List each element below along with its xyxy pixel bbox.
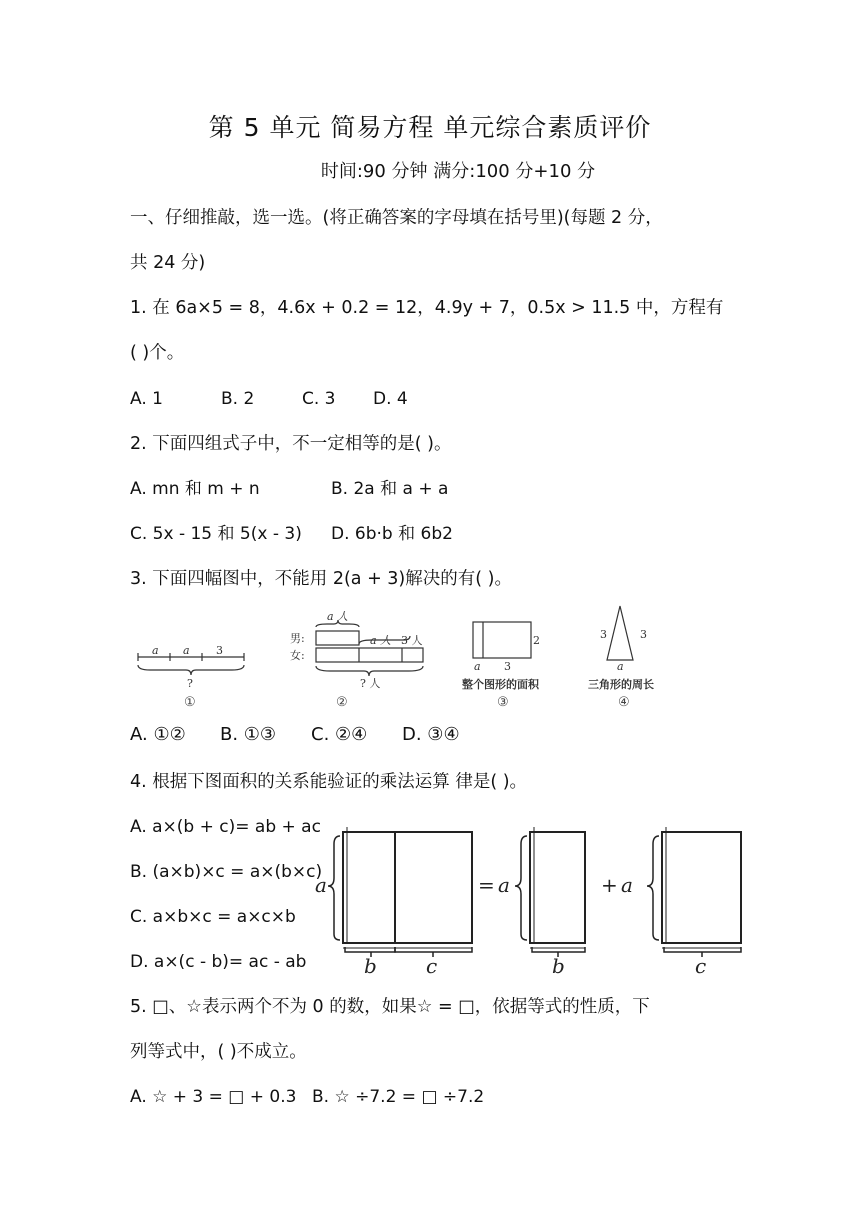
q3-figure-4 [607, 606, 633, 660]
q3-option-a[interactable]: A. ①② [130, 724, 186, 745]
q3-fig2-3-people: 3 人 [401, 634, 423, 647]
q3-figure-3 [473, 622, 531, 658]
q4-fig-label-a-mid: a [498, 873, 510, 897]
q4-fig-label-a-left: a [315, 873, 327, 897]
section1-heading-line1: 一、仔细推敲，选一选。(将正确答案的字母填在括号里)(每题 2 分， [130, 208, 663, 228]
q3-fig4-label-base: a [617, 660, 624, 673]
q2-option-d[interactable]: D. 6b·b 和 6b2 [331, 524, 453, 544]
q4-option-b[interactable]: B. (a×b)×c = a×(b×c) [130, 862, 323, 882]
q1-option-a[interactable]: A. 1 [130, 389, 163, 409]
q3-fig2-number: ② [336, 695, 348, 710]
q3-fig1-label-q: ? [187, 677, 193, 690]
q2-option-a[interactable]: A. mn 和 m + n [130, 479, 260, 499]
q3-fig3-label-2: 2 [533, 634, 540, 647]
q1-option-c[interactable]: C. 3 [302, 389, 336, 409]
q4-fig-label-a-right: a [621, 873, 633, 897]
q5-stem-line2: 列等式中，( )不成立。 [130, 1042, 307, 1062]
q3-fig2-a-people-top: a 人 [327, 610, 349, 623]
q4-fig-label-b-left: b [364, 954, 377, 978]
q5-stem-line1: 5. □、☆表示两个不为 0 的数，如果☆ = □，依据等式的性质，下 [130, 997, 650, 1017]
q3-fig3-caption: 整个图形的面积 [462, 678, 539, 691]
q2-stem: 2. 下面四组式子中，不一定相等的是( )。 [130, 434, 452, 454]
q3-fig2-girl: 女: [290, 649, 305, 662]
q3-option-c[interactable]: C. ②④ [311, 724, 368, 745]
q4-fig-label-c-left: c [426, 954, 438, 978]
q5-option-a[interactable]: A. ☆ + 3 = □ + 0.3 [130, 1087, 297, 1107]
q4-option-d[interactable]: D. a×(c - b)= ac - ab [130, 952, 307, 972]
q3-figures [120, 600, 700, 712]
section1-heading-line2: 共 24 分) [130, 253, 206, 273]
page-title: 第 5 单元 简易方程 单元综合素质评价 [208, 113, 652, 142]
q3-fig1-number: ① [184, 695, 196, 710]
q4-fig-plus: + [601, 873, 618, 897]
q5-option-b[interactable]: B. ☆ ÷7.2 = □ ÷7.2 [312, 1087, 485, 1107]
q3-fig3-label-3: 3 [504, 660, 511, 673]
q4-fig-equals: = [478, 873, 495, 897]
q1-stem-line1: 1. 在 6a×5 = 8，4.6x + 0.2 = 12，4.9y + 7，0.5x > 11.5 中，方程有 [130, 298, 724, 318]
q3-fig4-label-left: 3 [600, 628, 607, 641]
q3-fig2-a-people: a 人 [370, 634, 392, 647]
q4-fig-label-c-right: c [695, 954, 707, 978]
q3-fig4-label-right: 3 [640, 628, 647, 641]
q3-fig1-label-a2: a [183, 644, 190, 657]
q3-fig3-label-a: a [474, 660, 481, 673]
q4-option-a[interactable]: A. a×(b + c)= ab + ac [130, 817, 321, 837]
q4-fig-label-b-mid: b [552, 954, 565, 978]
q4-figure [310, 822, 750, 978]
q2-option-c[interactable]: C. 5x - 15 和 5(x - 3) [130, 524, 302, 544]
q4-stem: 4. 根据下图面积的关系能验证的乘法运算 律是( )。 [130, 772, 528, 792]
q3-option-b[interactable]: B. ①③ [220, 724, 277, 745]
q2-option-b[interactable]: B. 2a 和 a + a [331, 479, 449, 499]
q3-fig2-boy: 男: [290, 632, 305, 645]
q3-fig3-number: ③ [497, 695, 509, 710]
q3-fig1-label-a1: a [152, 644, 159, 657]
q3-fig1-label-3: 3 [216, 644, 223, 657]
page-subtitle: 时间:90 分钟 满分:100 分+10 分 [320, 161, 596, 182]
q3-fig4-number: ④ [618, 695, 630, 710]
q3-figure-2 [316, 620, 423, 676]
q1-option-b[interactable]: B. 2 [221, 389, 255, 409]
q1-option-d[interactable]: D. 4 [373, 389, 408, 409]
q3-fig4-caption: 三角形的周长 [588, 678, 654, 691]
q3-fig2-q-people: ? 人 [360, 677, 381, 690]
q4-option-c[interactable]: C. a×b×c = a×c×b [130, 907, 296, 927]
q3-stem: 3. 下面四幅图中，不能用 2(a + 3)解决的有( )。 [130, 569, 512, 589]
q3-option-d[interactable]: D. ③④ [402, 724, 460, 745]
q1-stem-line2: ( )个。 [130, 343, 185, 363]
